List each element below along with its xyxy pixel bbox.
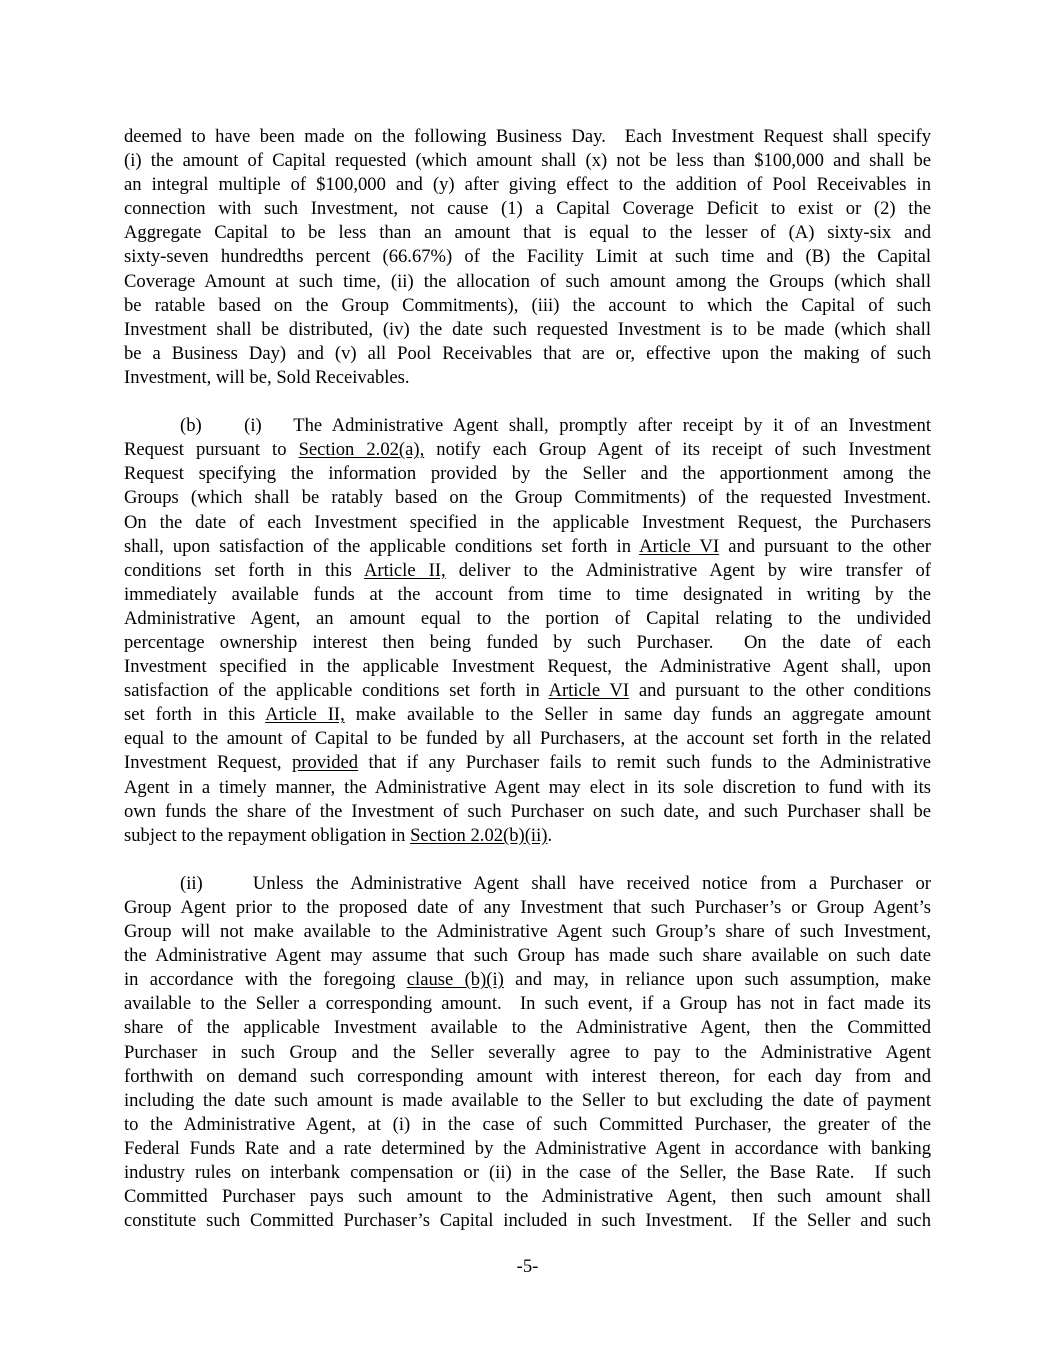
text-segment: deliver to the Administrative Agent by wire transfer of bbox=[445, 559, 931, 581]
text-line: the Administrative Agent may assume that such Group has made such share available on such date bbox=[124, 945, 931, 967]
text-line: immediately available funds at the account from time to time designated in writing by the bbox=[124, 583, 931, 605]
page-number: -5- bbox=[516, 1256, 539, 1277]
text-segment: set forth in this bbox=[124, 704, 266, 726]
text-line bbox=[124, 438, 931, 462]
text-line: Group Agent prior to the proposed date of any Investment that such Purchaser’s or Group Agent’s bbox=[124, 897, 931, 918]
text-line: (b) (i) The Administrative Agent shall, promptly after receipt by it of an Investment bbox=[180, 415, 931, 437]
text-line bbox=[124, 968, 931, 992]
text-line: deemed to have been made on the following Business Day. Each Investment Request shall specify bbox=[124, 126, 931, 147]
text-line: Investment specified in the applicable Investment Request, the Administrative Agent shall, upon bbox=[124, 656, 931, 678]
text-segment: and pursuant to the other bbox=[719, 535, 931, 557]
text-line: constitute such Committed Purchaser’s Capital included in such Investment. If the Seller and such bbox=[124, 1210, 931, 1232]
text-line: an integral multiple of $100,000 and (y) after giving effect to the addition of Pool Receivables in bbox=[124, 174, 931, 196]
cross-reference-link: clause (b)(i) bbox=[406, 969, 504, 991]
text-line: connection with such Investment, not cause (1) a Capital Coverage Deficit to exist or (2) the bbox=[124, 198, 931, 220]
text-segment: satisfaction of the applicable conditions set forth in bbox=[124, 680, 549, 702]
text-line: industry rules on interbank compensation or (ii) in the case of the Seller, the Base Rate. If such bbox=[124, 1162, 931, 1184]
text-segment: Investment Request, bbox=[124, 752, 292, 774]
cross-reference-link: Article II, bbox=[363, 559, 446, 581]
text-segment: Request pursuant to bbox=[124, 439, 299, 461]
text-segment: shall, upon satisfaction of the applicable conditions set forth in bbox=[124, 535, 640, 557]
cross-reference-link: Article VI bbox=[639, 535, 720, 557]
cross-reference-link: Section 2.02(a), bbox=[298, 439, 425, 461]
paragraph bbox=[124, 414, 931, 848]
text-line: Committed Purchaser pays such amount to the Administrative Agent, then such amount shall bbox=[124, 1186, 931, 1208]
text-segment: and may, in reliance upon such assumption, make bbox=[503, 969, 931, 991]
text-line: Purchaser in such Group and the Seller severally agree to pay to the Administrative Agent bbox=[124, 1041, 931, 1063]
text-line bbox=[124, 559, 931, 583]
text-line: share of the applicable Investment available to the Administrative Agent, then the Committed bbox=[124, 1017, 931, 1039]
text-line: On the date of each Investment specified in the applicable Investment Request, the Purchasers bbox=[124, 511, 931, 533]
text-line: sixty-seven hundredths percent (66.67%) of the Facility Limit at such time and (B) the Capital bbox=[124, 246, 931, 268]
text-line: Investment, will be, Sold Receivables. bbox=[124, 366, 410, 388]
text-segment: make available to the Seller in same day funds an aggregate amount bbox=[344, 704, 931, 726]
text-line: percentage ownership interest then being funded by such Purchaser. On the date of each bbox=[124, 631, 931, 653]
text-line: Coverage Amount at such time, (ii) the allocation of such amount among the Groups (which shall bbox=[124, 270, 931, 292]
text-line: forthwith on demand such corresponding amount with interest thereon, for each day from and bbox=[124, 1065, 931, 1087]
text-line bbox=[124, 703, 931, 727]
text-line: (ii) Unless the Administrative Agent shall have received notice from a Purchaser or bbox=[180, 872, 931, 894]
cross-reference-link: provided bbox=[291, 752, 359, 774]
text-line: Request specifying the information provided by the Seller and the apportionment among the bbox=[124, 463, 931, 485]
cross-reference-link: Section 2.02(b)(ii) bbox=[410, 824, 548, 846]
text-line: to the Administrative Agent, at (i) in the case of such Committed Purchaser, the greater of the bbox=[124, 1113, 931, 1135]
text-line: Groups (which shall be ratably based on the Group Commitments) of the requested Investment. bbox=[124, 487, 931, 509]
paragraph bbox=[124, 125, 931, 390]
text-line: Aggregate Capital to be less than an amount that is equal to the lesser of (A) sixty-six and bbox=[124, 222, 931, 244]
text-line: Administrative Agent, an amount equal to the portion of Capital relating to the undivided bbox=[124, 607, 931, 629]
text-line: including the date such amount is made available to the Seller to but excluding the date of payment bbox=[124, 1089, 931, 1111]
text-line: Investment shall be distributed, (iv) the date such requested Investment is to be made (which shall bbox=[124, 318, 931, 340]
paragraph bbox=[124, 872, 931, 1233]
text-line: Agent in a timely manner, the Administrative Agent may elect in its sole discretion to fund with its bbox=[124, 776, 931, 798]
text-segment: that if any Purchaser fails to remit such funds to the Administrative bbox=[358, 752, 932, 774]
text-line: be ratable based on the Group Commitments), (iii) the account to which the Capital of such bbox=[124, 294, 931, 316]
document-page bbox=[124, 125, 931, 1257]
text-segment: and pursuant to the other conditions bbox=[629, 680, 931, 702]
text-line bbox=[124, 824, 931, 848]
text-line: own funds the share of the Investment of such Purchaser on such date, and such Purchaser shall be bbox=[124, 800, 931, 822]
cross-reference-link: Article II, bbox=[265, 704, 345, 726]
text-segment: subject to the repayment obligation in bbox=[124, 824, 411, 846]
text-line: Group will not make available to the Administrative Agent such Group’s share of such Investment, bbox=[124, 921, 931, 943]
text-line: available to the Seller a corresponding amount. In such event, if a Group has not in fact made its bbox=[124, 993, 931, 1015]
text-line: be a Business Day) and (v) all Pool Receivables that are or, effective upon the making of such bbox=[124, 342, 931, 364]
text-segment: . bbox=[547, 824, 553, 846]
text-segment: conditions set forth in this bbox=[124, 559, 364, 581]
text-line: equal to the amount of Capital to be funded by all Purchasers, at the account set forth in the related bbox=[124, 728, 931, 750]
text-line bbox=[124, 679, 931, 703]
text-line: (i) the amount of Capital requested (which amount shall (x) not be less than $100,000 and shall be bbox=[124, 150, 931, 172]
text-line: Federal Funds Rate and a rate determined by the Administrative Agent in accordance with banking bbox=[124, 1137, 931, 1159]
text-line bbox=[124, 535, 931, 559]
cross-reference-link: Article VI bbox=[548, 680, 630, 702]
text-segment: notify each Group Agent of its receipt of such Investment bbox=[424, 439, 931, 461]
text-segment: in accordance with the foregoing bbox=[124, 969, 407, 991]
text-line bbox=[124, 751, 931, 775]
